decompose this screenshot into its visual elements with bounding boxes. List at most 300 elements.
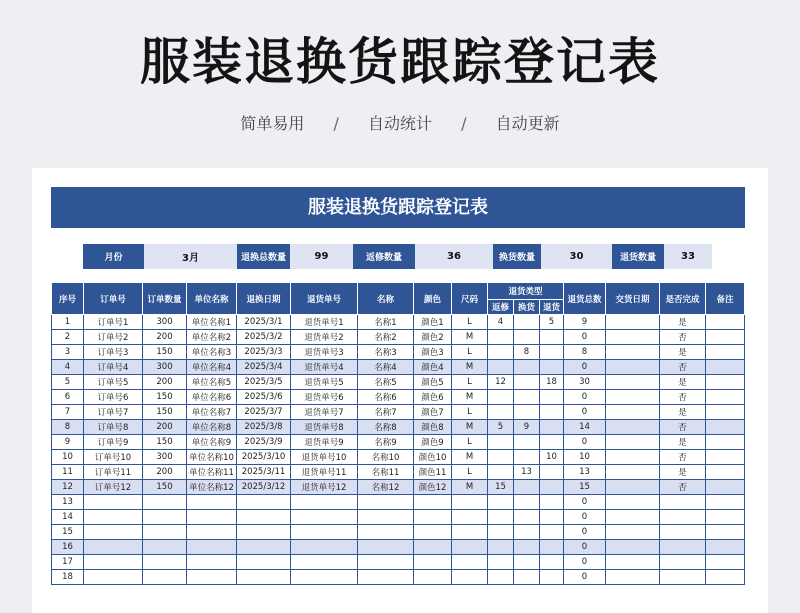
cell-seq[interactable]: 2: [52, 330, 84, 345]
cell-order-no[interactable]: 订单号4: [84, 360, 143, 375]
cell-order-qty[interactable]: [143, 510, 187, 525]
cell-color[interactable]: [414, 495, 452, 510]
cell-name[interactable]: 名称5: [358, 375, 414, 390]
cell-seq[interactable]: 7: [52, 405, 84, 420]
cell-order-no[interactable]: [84, 525, 143, 540]
cell-done[interactable]: 否: [660, 390, 706, 405]
cell-order-qty[interactable]: 200: [143, 375, 187, 390]
cell-type-repair[interactable]: [488, 345, 514, 360]
cell-delivery[interactable]: [606, 510, 660, 525]
cell-seq[interactable]: 9: [52, 435, 84, 450]
cell-return-no[interactable]: 退货单号12: [291, 480, 358, 495]
cell-seq[interactable]: 14: [52, 510, 84, 525]
cell-type-exchange[interactable]: [514, 360, 540, 375]
cell-name[interactable]: 名称3: [358, 345, 414, 360]
cell-name[interactable]: 名称6: [358, 390, 414, 405]
cell-name[interactable]: [358, 540, 414, 555]
cell-color[interactable]: 颜色2: [414, 330, 452, 345]
cell-type-repair[interactable]: [488, 330, 514, 345]
cell-unit[interactable]: 单位名称4: [187, 360, 237, 375]
col-header-seq[interactable]: 序号: [52, 283, 84, 315]
col-header-order-no[interactable]: 订单号: [84, 283, 143, 315]
cell-type-exchange[interactable]: [514, 315, 540, 330]
cell-size[interactable]: [452, 555, 488, 570]
cell-name[interactable]: [358, 510, 414, 525]
cell-color[interactable]: 颜色3: [414, 345, 452, 360]
cell-seq[interactable]: 16: [52, 540, 84, 555]
cell-seq[interactable]: 11: [52, 465, 84, 480]
cell-size[interactable]: M: [452, 390, 488, 405]
cell-type-repair[interactable]: 15: [488, 480, 514, 495]
cell-total[interactable]: 0: [564, 510, 606, 525]
cell-type-return[interactable]: [540, 405, 564, 420]
cell-type-exchange[interactable]: [514, 435, 540, 450]
cell-type-repair[interactable]: [488, 510, 514, 525]
cell-color[interactable]: 颜色10: [414, 450, 452, 465]
cell-done[interactable]: 否: [660, 360, 706, 375]
cell-delivery[interactable]: [606, 450, 660, 465]
cell-order-no[interactable]: 订单号8: [84, 420, 143, 435]
cell-done[interactable]: 是: [660, 375, 706, 390]
cell-type-return[interactable]: 5: [540, 315, 564, 330]
cell-note[interactable]: [706, 450, 745, 465]
cell-type-return[interactable]: 18: [540, 375, 564, 390]
cell-size[interactable]: M: [452, 450, 488, 465]
cell-return-no[interactable]: 退货单号8: [291, 420, 358, 435]
cell-type-return[interactable]: [540, 465, 564, 480]
cell-done[interactable]: 是: [660, 405, 706, 420]
cell-total[interactable]: 0: [564, 570, 606, 585]
cell-return-date[interactable]: 2025/3/2: [237, 330, 291, 345]
col-header-type-exchange[interactable]: 换货: [514, 300, 540, 315]
cell-done[interactable]: [660, 525, 706, 540]
cell-return-no[interactable]: 退货单号5: [291, 375, 358, 390]
cell-unit[interactable]: [187, 570, 237, 585]
cell-done[interactable]: 是: [660, 315, 706, 330]
cell-done[interactable]: 否: [660, 480, 706, 495]
cell-color[interactable]: 颜色4: [414, 360, 452, 375]
cell-name[interactable]: [358, 555, 414, 570]
cell-seq[interactable]: 6: [52, 390, 84, 405]
cell-size[interactable]: L: [452, 345, 488, 360]
cell-delivery[interactable]: [606, 570, 660, 585]
cell-seq[interactable]: 1: [52, 315, 84, 330]
cell-seq[interactable]: 18: [52, 570, 84, 585]
cell-size[interactable]: [452, 510, 488, 525]
cell-type-repair[interactable]: [488, 540, 514, 555]
cell-note[interactable]: [706, 510, 745, 525]
cell-name[interactable]: 名称12: [358, 480, 414, 495]
cell-name[interactable]: [358, 570, 414, 585]
cell-order-no[interactable]: 订单号7: [84, 405, 143, 420]
cell-delivery[interactable]: [606, 495, 660, 510]
cell-order-no[interactable]: 订单号11: [84, 465, 143, 480]
cell-return-date[interactable]: [237, 510, 291, 525]
cell-unit[interactable]: 单位名称12: [187, 480, 237, 495]
cell-type-return[interactable]: [540, 570, 564, 585]
cell-size[interactable]: M: [452, 480, 488, 495]
cell-type-exchange[interactable]: [514, 375, 540, 390]
cell-total[interactable]: 0: [564, 390, 606, 405]
cell-order-qty[interactable]: [143, 495, 187, 510]
cell-color[interactable]: 颜色1: [414, 315, 452, 330]
cell-order-qty[interactable]: 300: [143, 315, 187, 330]
cell-type-return[interactable]: [540, 330, 564, 345]
cell-type-return[interactable]: [540, 555, 564, 570]
cell-return-date[interactable]: [237, 540, 291, 555]
cell-delivery[interactable]: [606, 435, 660, 450]
summary-total-value[interactable]: 99: [290, 244, 353, 269]
cell-done[interactable]: [660, 540, 706, 555]
cell-done[interactable]: 否: [660, 330, 706, 345]
cell-order-qty[interactable]: 300: [143, 450, 187, 465]
cell-delivery[interactable]: [606, 315, 660, 330]
summary-month-value[interactable]: 3月: [144, 244, 237, 269]
cell-return-date[interactable]: 2025/3/4: [237, 360, 291, 375]
cell-return-no[interactable]: 退货单号3: [291, 345, 358, 360]
cell-seq[interactable]: 8: [52, 420, 84, 435]
cell-order-qty[interactable]: [143, 570, 187, 585]
cell-unit[interactable]: 单位名称7: [187, 405, 237, 420]
cell-type-return[interactable]: [540, 525, 564, 540]
col-header-order-qty[interactable]: 订单数量: [143, 283, 187, 315]
cell-done[interactable]: 是: [660, 345, 706, 360]
cell-unit[interactable]: [187, 495, 237, 510]
cell-return-no[interactable]: 退货单号2: [291, 330, 358, 345]
cell-total[interactable]: 0: [564, 555, 606, 570]
cell-type-repair[interactable]: [488, 525, 514, 540]
cell-type-repair[interactable]: [488, 390, 514, 405]
cell-total[interactable]: 8: [564, 345, 606, 360]
summary-repair-value[interactable]: 36: [415, 244, 493, 269]
cell-delivery[interactable]: [606, 390, 660, 405]
cell-name[interactable]: 名称9: [358, 435, 414, 450]
cell-note[interactable]: [706, 390, 745, 405]
cell-note[interactable]: [706, 435, 745, 450]
cell-seq[interactable]: 10: [52, 450, 84, 465]
cell-done[interactable]: [660, 570, 706, 585]
cell-type-exchange[interactable]: [514, 495, 540, 510]
cell-size[interactable]: [452, 540, 488, 555]
cell-return-date[interactable]: [237, 570, 291, 585]
cell-done[interactable]: [660, 555, 706, 570]
cell-note[interactable]: [706, 345, 745, 360]
cell-total[interactable]: 14: [564, 420, 606, 435]
cell-order-no[interactable]: 订单号9: [84, 435, 143, 450]
cell-note[interactable]: [706, 480, 745, 495]
cell-return-date[interactable]: 2025/3/8: [237, 420, 291, 435]
cell-type-exchange[interactable]: [514, 570, 540, 585]
cell-total[interactable]: 15: [564, 480, 606, 495]
col-header-return-no[interactable]: 退货单号: [291, 283, 358, 315]
cell-order-no[interactable]: [84, 510, 143, 525]
cell-type-exchange[interactable]: [514, 405, 540, 420]
cell-type-repair[interactable]: [488, 360, 514, 375]
cell-seq[interactable]: 12: [52, 480, 84, 495]
summary-exchange-value[interactable]: 30: [541, 244, 612, 269]
cell-type-exchange[interactable]: [514, 390, 540, 405]
cell-unit[interactable]: 单位名称9: [187, 435, 237, 450]
cell-type-repair[interactable]: [488, 555, 514, 570]
cell-order-no[interactable]: [84, 570, 143, 585]
cell-return-no[interactable]: 退货单号1: [291, 315, 358, 330]
cell-note[interactable]: [706, 315, 745, 330]
cell-total[interactable]: 0: [564, 405, 606, 420]
cell-unit[interactable]: [187, 525, 237, 540]
cell-total[interactable]: 0: [564, 525, 606, 540]
cell-type-return[interactable]: [540, 390, 564, 405]
cell-unit[interactable]: 单位名称2: [187, 330, 237, 345]
cell-return-date[interactable]: 2025/3/5: [237, 375, 291, 390]
cell-delivery[interactable]: [606, 330, 660, 345]
cell-order-no[interactable]: 订单号1: [84, 315, 143, 330]
cell-type-repair[interactable]: [488, 405, 514, 420]
cell-total[interactable]: 0: [564, 540, 606, 555]
cell-order-qty[interactable]: 200: [143, 420, 187, 435]
cell-return-date[interactable]: 2025/3/3: [237, 345, 291, 360]
cell-done[interactable]: 否: [660, 420, 706, 435]
cell-seq[interactable]: 13: [52, 495, 84, 510]
cell-note[interactable]: [706, 420, 745, 435]
col-header-return-date[interactable]: 退换日期: [237, 283, 291, 315]
cell-type-repair[interactable]: 12: [488, 375, 514, 390]
cell-color[interactable]: 颜色12: [414, 480, 452, 495]
cell-total[interactable]: 0: [564, 360, 606, 375]
cell-order-no[interactable]: [84, 540, 143, 555]
cell-type-exchange[interactable]: 9: [514, 420, 540, 435]
cell-done[interactable]: [660, 495, 706, 510]
cell-note[interactable]: [706, 465, 745, 480]
cell-unit[interactable]: 单位名称11: [187, 465, 237, 480]
cell-return-no[interactable]: 退货单号7: [291, 405, 358, 420]
cell-type-repair[interactable]: 4: [488, 315, 514, 330]
cell-name[interactable]: 名称4: [358, 360, 414, 375]
cell-order-qty[interactable]: 300: [143, 360, 187, 375]
cell-done[interactable]: 是: [660, 465, 706, 480]
cell-color[interactable]: [414, 540, 452, 555]
cell-note[interactable]: [706, 375, 745, 390]
cell-type-return[interactable]: 10: [540, 450, 564, 465]
cell-type-exchange[interactable]: [514, 525, 540, 540]
cell-done[interactable]: [660, 510, 706, 525]
cell-delivery[interactable]: [606, 405, 660, 420]
cell-order-qty[interactable]: 150: [143, 345, 187, 360]
cell-unit[interactable]: 单位名称5: [187, 375, 237, 390]
cell-color[interactable]: [414, 510, 452, 525]
cell-note[interactable]: [706, 405, 745, 420]
cell-type-repair[interactable]: [488, 435, 514, 450]
cell-note[interactable]: [706, 570, 745, 585]
cell-order-qty[interactable]: 150: [143, 435, 187, 450]
cell-type-repair[interactable]: [488, 570, 514, 585]
cell-name[interactable]: [358, 495, 414, 510]
cell-unit[interactable]: 单位名称3: [187, 345, 237, 360]
cell-order-qty[interactable]: 200: [143, 465, 187, 480]
cell-return-no[interactable]: [291, 540, 358, 555]
cell-note[interactable]: [706, 525, 745, 540]
cell-type-repair[interactable]: 5: [488, 420, 514, 435]
cell-color[interactable]: [414, 570, 452, 585]
cell-order-no[interactable]: [84, 555, 143, 570]
col-header-done[interactable]: 是否完成: [660, 283, 706, 315]
cell-return-date[interactable]: 2025/3/1: [237, 315, 291, 330]
cell-type-exchange[interactable]: [514, 450, 540, 465]
cell-note[interactable]: [706, 555, 745, 570]
cell-type-exchange[interactable]: 8: [514, 345, 540, 360]
cell-unit[interactable]: 单位名称1: [187, 315, 237, 330]
cell-return-no[interactable]: 退货单号9: [291, 435, 358, 450]
cell-return-date[interactable]: [237, 555, 291, 570]
cell-return-date[interactable]: [237, 525, 291, 540]
cell-type-exchange[interactable]: 13: [514, 465, 540, 480]
cell-type-exchange[interactable]: [514, 540, 540, 555]
cell-size[interactable]: [452, 495, 488, 510]
cell-total[interactable]: 9: [564, 315, 606, 330]
cell-size[interactable]: L: [452, 465, 488, 480]
cell-delivery[interactable]: [606, 375, 660, 390]
cell-type-repair[interactable]: [488, 495, 514, 510]
cell-color[interactable]: 颜色7: [414, 405, 452, 420]
cell-order-no[interactable]: [84, 495, 143, 510]
cell-type-return[interactable]: [540, 345, 564, 360]
cell-type-return[interactable]: [540, 420, 564, 435]
cell-type-return[interactable]: [540, 495, 564, 510]
cell-order-no[interactable]: 订单号6: [84, 390, 143, 405]
cell-name[interactable]: [358, 525, 414, 540]
cell-unit[interactable]: 单位名称10: [187, 450, 237, 465]
cell-seq[interactable]: 5: [52, 375, 84, 390]
cell-return-no[interactable]: [291, 495, 358, 510]
cell-color[interactable]: 颜色8: [414, 420, 452, 435]
cell-type-return[interactable]: [540, 435, 564, 450]
cell-color[interactable]: 颜色9: [414, 435, 452, 450]
cell-size[interactable]: L: [452, 435, 488, 450]
cell-return-date[interactable]: 2025/3/6: [237, 390, 291, 405]
cell-size[interactable]: L: [452, 405, 488, 420]
col-header-total[interactable]: 退货总数: [564, 283, 606, 315]
cell-unit[interactable]: [187, 510, 237, 525]
cell-return-date[interactable]: 2025/3/10: [237, 450, 291, 465]
cell-order-qty[interactable]: [143, 525, 187, 540]
cell-name[interactable]: 名称10: [358, 450, 414, 465]
cell-size[interactable]: M: [452, 330, 488, 345]
cell-size[interactable]: L: [452, 315, 488, 330]
cell-name[interactable]: 名称11: [358, 465, 414, 480]
cell-return-no[interactable]: 退货单号6: [291, 390, 358, 405]
cell-order-qty[interactable]: 150: [143, 390, 187, 405]
cell-unit[interactable]: 单位名称6: [187, 390, 237, 405]
cell-seq[interactable]: 3: [52, 345, 84, 360]
cell-done[interactable]: 是: [660, 435, 706, 450]
cell-return-no[interactable]: [291, 525, 358, 540]
cell-total[interactable]: 13: [564, 465, 606, 480]
cell-done[interactable]: 否: [660, 450, 706, 465]
cell-seq[interactable]: 15: [52, 525, 84, 540]
col-header-delivery[interactable]: 交货日期: [606, 283, 660, 315]
cell-type-exchange[interactable]: [514, 330, 540, 345]
cell-type-return[interactable]: [540, 510, 564, 525]
cell-type-return[interactable]: [540, 480, 564, 495]
cell-delivery[interactable]: [606, 540, 660, 555]
cell-name[interactable]: 名称7: [358, 405, 414, 420]
col-header-type-group[interactable]: 退货类型: [488, 283, 564, 300]
cell-order-no[interactable]: 订单号2: [84, 330, 143, 345]
cell-return-date[interactable]: 2025/3/9: [237, 435, 291, 450]
col-header-color[interactable]: 颜色: [414, 283, 452, 315]
col-header-type-repair[interactable]: 返修: [488, 300, 514, 315]
cell-return-no[interactable]: [291, 510, 358, 525]
cell-total[interactable]: 0: [564, 495, 606, 510]
cell-unit[interactable]: 单位名称8: [187, 420, 237, 435]
cell-delivery[interactable]: [606, 420, 660, 435]
cell-size[interactable]: [452, 525, 488, 540]
cell-type-exchange[interactable]: [514, 510, 540, 525]
cell-total[interactable]: 0: [564, 435, 606, 450]
cell-delivery[interactable]: [606, 465, 660, 480]
cell-type-repair[interactable]: [488, 450, 514, 465]
cell-delivery[interactable]: [606, 360, 660, 375]
cell-color[interactable]: 颜色6: [414, 390, 452, 405]
cell-type-repair[interactable]: [488, 465, 514, 480]
col-header-name[interactable]: 名称: [358, 283, 414, 315]
cell-order-qty[interactable]: 150: [143, 405, 187, 420]
cell-order-no[interactable]: 订单号12: [84, 480, 143, 495]
cell-color[interactable]: [414, 555, 452, 570]
cell-color[interactable]: 颜色5: [414, 375, 452, 390]
cell-return-date[interactable]: 2025/3/7: [237, 405, 291, 420]
cell-return-no[interactable]: [291, 570, 358, 585]
cell-type-exchange[interactable]: [514, 480, 540, 495]
col-header-note[interactable]: 备注: [706, 283, 745, 315]
cell-note[interactable]: [706, 330, 745, 345]
col-header-unit[interactable]: 单位名称: [187, 283, 237, 315]
cell-unit[interactable]: [187, 555, 237, 570]
cell-note[interactable]: [706, 540, 745, 555]
cell-order-qty[interactable]: 200: [143, 330, 187, 345]
cell-total[interactable]: 0: [564, 330, 606, 345]
cell-type-return[interactable]: [540, 360, 564, 375]
cell-order-qty[interactable]: 150: [143, 480, 187, 495]
cell-delivery[interactable]: [606, 345, 660, 360]
cell-order-no[interactable]: 订单号5: [84, 375, 143, 390]
cell-size[interactable]: M: [452, 360, 488, 375]
cell-delivery[interactable]: [606, 525, 660, 540]
cell-name[interactable]: 名称1: [358, 315, 414, 330]
cell-note[interactable]: [706, 495, 745, 510]
cell-total[interactable]: 10: [564, 450, 606, 465]
cell-delivery[interactable]: [606, 480, 660, 495]
cell-return-date[interactable]: 2025/3/11: [237, 465, 291, 480]
cell-note[interactable]: [706, 360, 745, 375]
cell-return-no[interactable]: 退货单号11: [291, 465, 358, 480]
cell-color[interactable]: [414, 525, 452, 540]
summary-return-value[interactable]: 33: [664, 244, 712, 269]
cell-seq[interactable]: 4: [52, 360, 84, 375]
cell-order-no[interactable]: 订单号3: [84, 345, 143, 360]
col-header-size[interactable]: 尺码: [452, 283, 488, 315]
cell-return-no[interactable]: 退货单号4: [291, 360, 358, 375]
cell-size[interactable]: L: [452, 375, 488, 390]
cell-size[interactable]: M: [452, 420, 488, 435]
cell-delivery[interactable]: [606, 555, 660, 570]
cell-name[interactable]: 名称8: [358, 420, 414, 435]
cell-total[interactable]: 30: [564, 375, 606, 390]
cell-order-no[interactable]: 订单号10: [84, 450, 143, 465]
cell-type-exchange[interactable]: [514, 555, 540, 570]
col-header-type-return[interactable]: 退货: [540, 300, 564, 315]
cell-return-no[interactable]: 退货单号10: [291, 450, 358, 465]
cell-color[interactable]: 颜色11: [414, 465, 452, 480]
